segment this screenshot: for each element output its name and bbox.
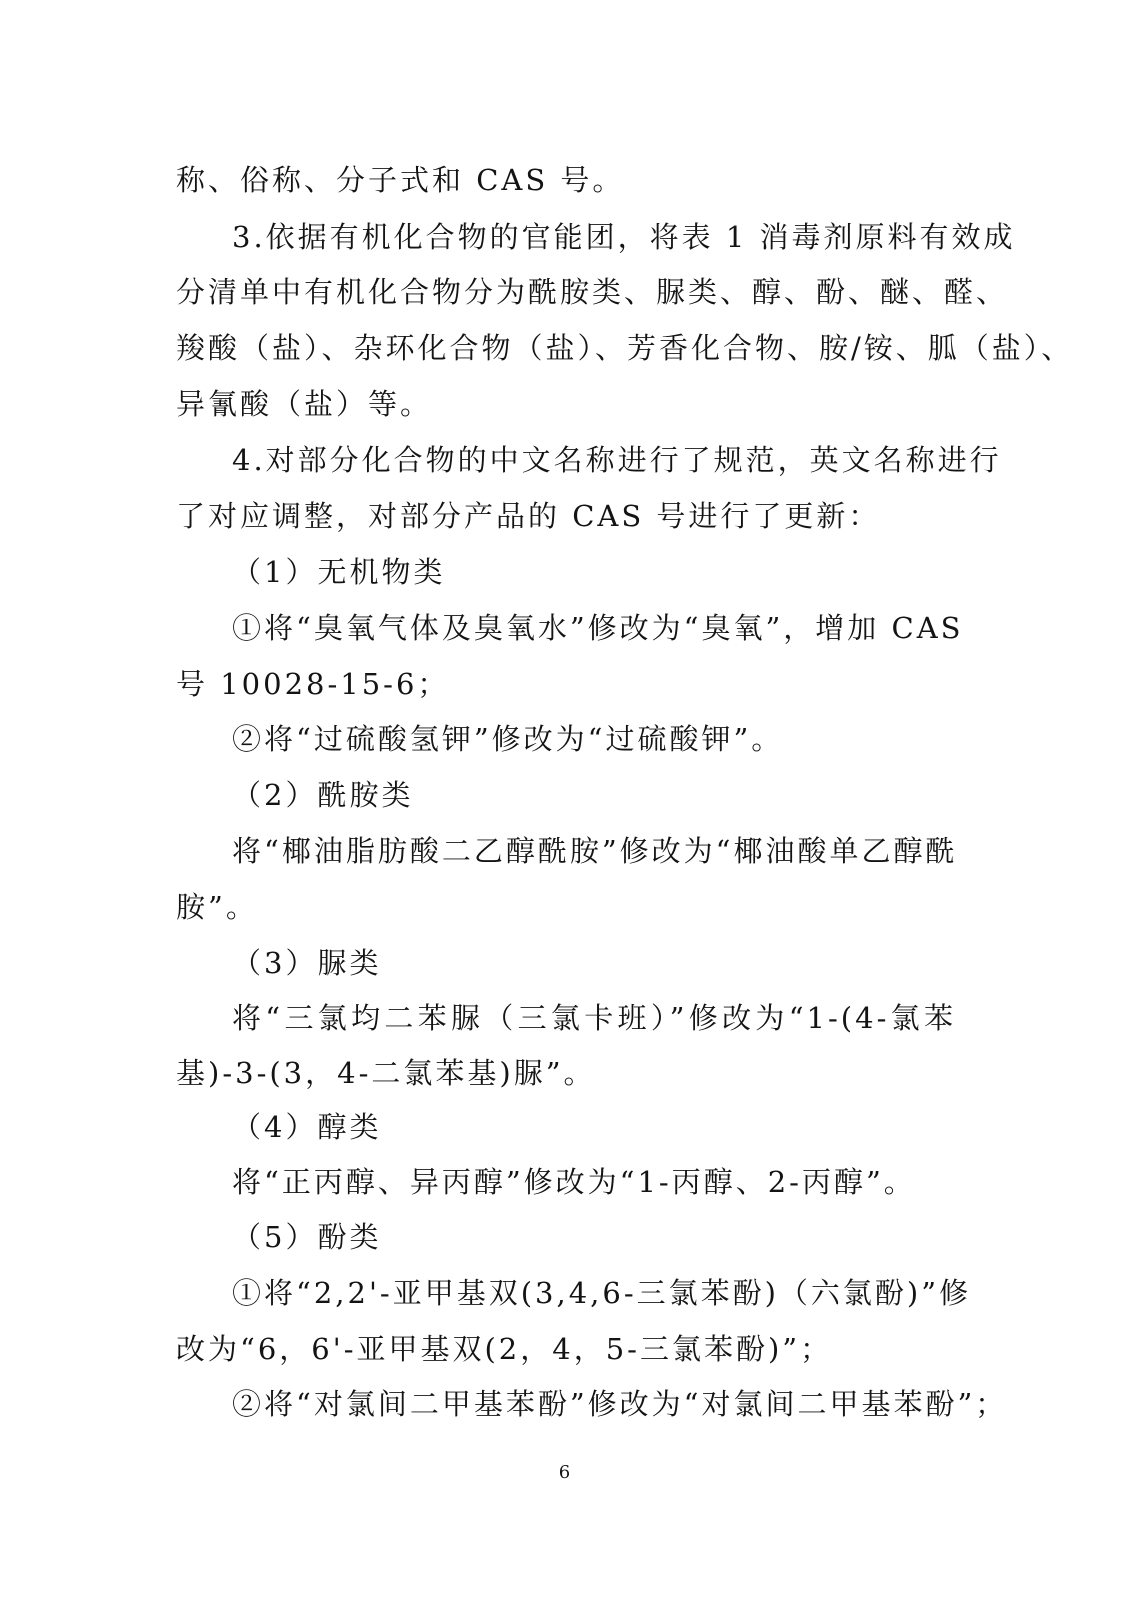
section-heading-ureas: （3）脲类 <box>232 946 382 980</box>
text-line-10: 号 10028-15-6； <box>176 667 450 701</box>
text-line-2: 3.依据有机化合物的官能团，将表 1 消毒剂原料有效成 <box>232 220 1016 254</box>
text-line-7: 了对应调整，对部分产品的 CAS 号进行了更新： <box>176 499 881 533</box>
page-number: 6 <box>558 1462 571 1483</box>
text-line-5: 异氰酸（盐）等。 <box>176 387 433 421</box>
text-line-21: ①将“2,2'-亚甲基双(3,4,6-三氯苯酚)（六氯酚)”修 <box>232 1276 972 1310</box>
section-heading-phenols: （5）酚类 <box>232 1220 382 1254</box>
text-line-17: 基)-3-(3，4-二氯苯基)脲”。 <box>176 1056 596 1090</box>
text-line-13: 将“椰油脂肪酸二乙醇酰胺”修改为“椰油酸单乙醇酰 <box>232 834 958 868</box>
text-line-4: 羧酸（盐）、杂环化合物（盐）、芳香化合物、胺/铵、胍（盐）、 <box>176 331 1074 365</box>
section-heading-alcohols: （4）醇类 <box>232 1110 382 1144</box>
text-line-14: 胺”。 <box>176 890 258 924</box>
text-line-19: 将“正丙醇、异丙醇”修改为“1-丙醇、2-丙醇”。 <box>232 1165 916 1199</box>
text-line-23: ②将“对氯间二甲基苯酚”修改为“对氯间二甲基苯酚”； <box>232 1387 1008 1421</box>
text-line-11: ②将“过硫酸氢钾”修改为“过硫酸钾”。 <box>232 722 784 756</box>
text-line-16: 将“三氯均二苯脲（三氯卡班）”修改为“1-(4-氯苯 <box>232 1001 956 1035</box>
text-line-1: 称、俗称、分子式和 CAS 号。 <box>176 163 625 197</box>
section-heading-amides: （2）酰胺类 <box>232 778 414 812</box>
text-line-9: ①将“臭氧气体及臭氧水”修改为“臭氧”，增加 CAS <box>232 611 964 645</box>
text-line-22: 改为“6，6'-亚甲基双(2，4，5-三氯苯酚)”； <box>176 1332 833 1366</box>
text-line-6: 4.对部分化合物的中文名称进行了规范，英文名称进行 <box>232 443 1002 477</box>
text-line-3: 分清单中有机化合物分为酰胺类、脲类、醇、酚、醚、醛、 <box>176 275 1009 309</box>
section-heading-inorganic: （1）无机物类 <box>232 555 446 589</box>
